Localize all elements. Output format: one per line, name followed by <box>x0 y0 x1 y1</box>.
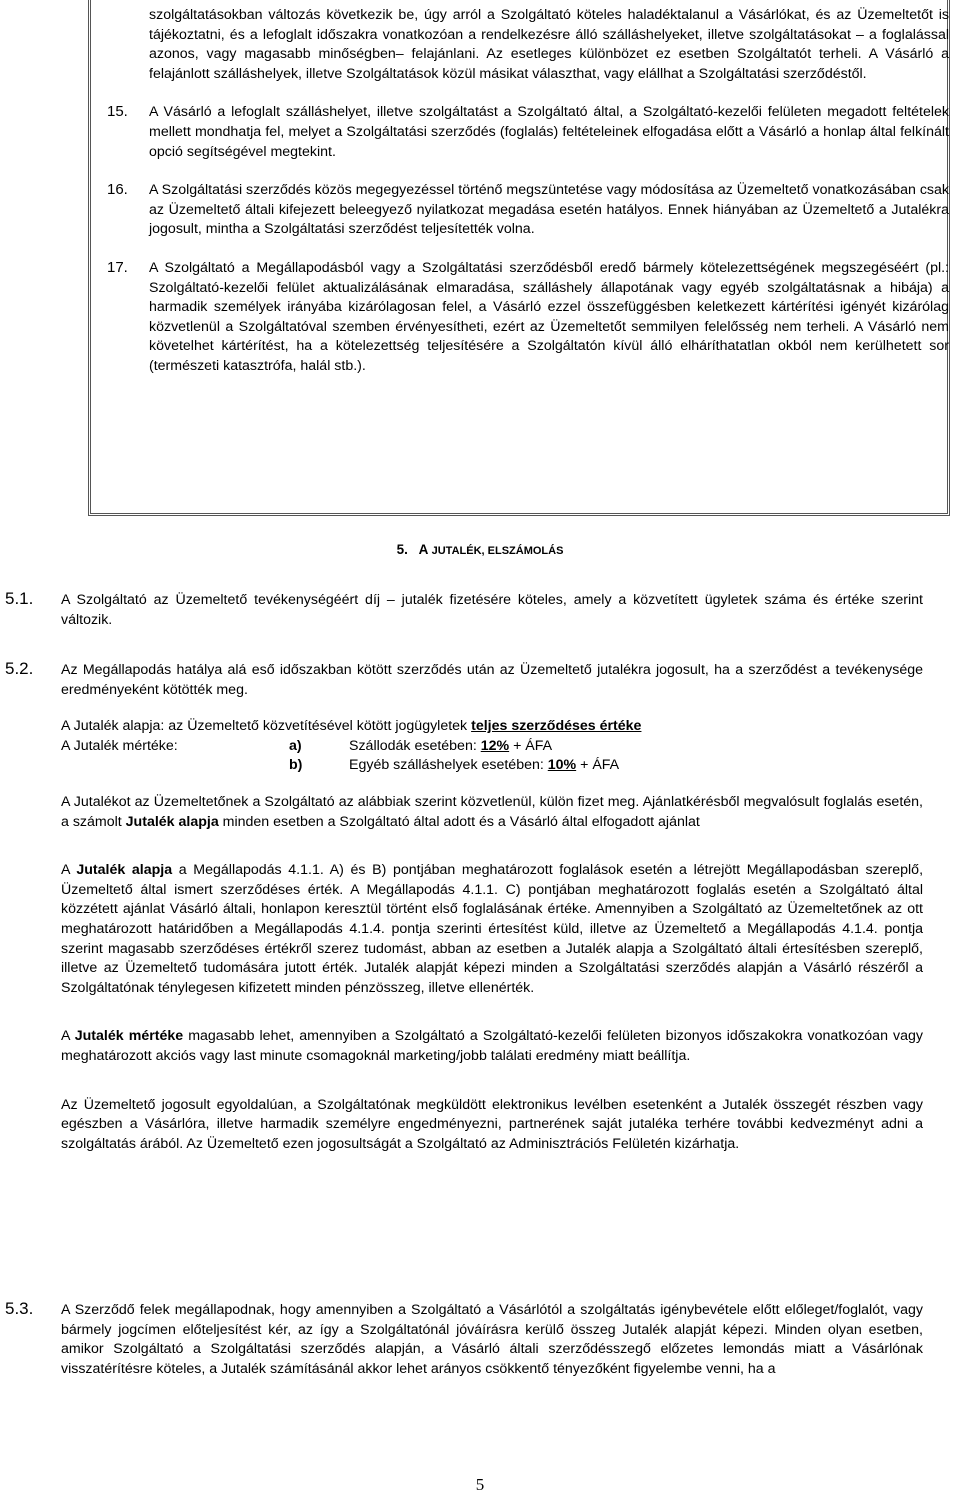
clause-text: Az Megállapodás hatálya alá eső időszakban kötött szerződés után az Üzemeltető jutalékra jogosult, ha a szerződést a tevékenysége eredményeként kötötték meg. <box>61 662 923 698</box>
section-title: JUTALÉK, ELSZÁMOLÁS <box>431 545 564 557</box>
section-title-initial: A <box>418 542 428 557</box>
clause-5-1 <box>5 589 923 630</box>
item-text: A Szolgáltató a Megállapodásból vagy a Szolgáltatási szerződésből eredő bármely kötelezettségének megszegéséért (pl.: Szolgáltató-kezelői felület aktualizálásának elmaradása, szálláshely állapotának vagy egyéb szolgáltatásnak a hibája) a harmadik személyek irányába kizárólagosan felel, a Vásárló ezzel összefüggésben keletkezett kártérítési igényét kizárólag közvetlenül a Szolgáltatóval szemben érvényesítheti, ezért az Üzemeltetőt semmilyen felelősség nem terheli. A Vásárló nem követelhet kártérítést, ha a kötelezettség teljesítésére a Szolgáltatón kívül álló elháríthatatlan okból nem kerülhetett sor (természeti katasztrófa, halál stb.). <box>149 259 949 374</box>
item-15 <box>107 103 949 162</box>
clause-text: A Szolgáltató az Üzemeltető tevékenységéért díj – jutalék fizetésére köteles, amely a közvetített ügyletek száma és értéke szerint változik. <box>61 592 923 628</box>
intro-paragraph: szolgáltatásokban változás következik be, úgy arról a Szolgáltató köteles haladéktalanul a Vásárlókat, és az Üzemeltetőt is tájékoztatni, és a lefoglalt időszakra vonatkozóan a rendelkezésre álló szálláshelyeket, illetve szolgáltatásokat – a foglalással azonos, vagy magasabb minőségben– felajánlani. Az esetleges különbözet ez esetben Szolgáltatót terheli. A Vásárló a felajánlott szálláshelyek, illetve Szolgáltatások közül másikat választhat, vagy elállhat a Szolgáltatási szerződéstől. <box>149 7 949 82</box>
item-number: 17. <box>107 258 128 276</box>
paragraph-payment: A Jutalékot az Üzemeltetőnek a Szolgáltató az alábbiak szerint közvetlenül, külön fizet meg. Ajánlatkérésből megvalósult foglalás esetén, a számolt Jutalék alapja minden esetben a Szolgáltató által adott és a Vásárló által elfogadott ajánlat <box>61 793 923 830</box>
rate-a-value: 12% <box>480 737 510 754</box>
item-number: 16. <box>107 181 128 199</box>
commission-basis: A Jutalék alapja: az Üzemeltető közvetítésével kötött jogügyletek teljes szerződéses értéke <box>61 718 642 735</box>
commission-rate-b: b) Egyéb szálláshelyek esetében: 10% + ÁFA <box>61 756 923 776</box>
section-number: 5. <box>396 542 408 557</box>
terms-box <box>88 0 950 516</box>
rate-b-value: 10% <box>547 757 577 774</box>
item-text: A Szolgáltatási szerződés közös megegyezéssel történő megszüntetése vagy módosítása az Üzemeltető vonatkozásában csak az Üzemeltető általi kifejezett beleegyező nyilatkozat megadása esetén hatályos. Ennek hiányában az Üzemeltető a Jutalékra jogosult, mintha a Szolgáltatási szerződést teljesítették volna. <box>149 182 949 238</box>
commission-basis-value: teljes szerződéses értéke <box>471 718 642 735</box>
clause-number: 5.2. <box>5 659 34 678</box>
paragraph-rate: A Jutalék mértéke magasabb lehet, amennyiben a Szolgáltató a Szolgáltató-kezelői felületen bizonyos időszakokra vonatkozóan vagy meghatározott akciós vagy last minute csomagoknál marketing/jobb találati eredmény miatt beállítja. <box>61 1028 923 1064</box>
item-number: 15. <box>107 103 128 121</box>
clause-number: 5.3. <box>5 1299 34 1318</box>
section-heading <box>0 542 960 557</box>
page-number: 5 <box>475 1475 485 1494</box>
clause-5-3 <box>5 1299 923 1379</box>
clause-5-2 <box>5 659 924 1154</box>
item-17 <box>107 258 949 377</box>
commission-rate-a: A Jutalék mértéke: a) Szállodák esetében: 12% + ÁFA <box>61 737 923 757</box>
terms-box-content <box>107 6 949 377</box>
item-text: A Vásárló a lefoglalt szálláshelyet, illetve szolgáltatást a Szolgáltató által, a Szolgáltató-kezelői felületen megadott feltételek mellett mondhatja fel, melyet a Szolgáltatási szerződés (foglalás) feltételeinek elfogadása előtt a Vásárló a honlap által felkínált opció segítségével megtekint. <box>149 104 949 160</box>
item-16 <box>107 181 949 240</box>
clause-text: A Szerződő felek megállapodnak, hogy amennyiben a Szolgáltató a Vásárlótól a szolgáltatás igénybevétele előtt előleget/foglalót, vagy bármely jogcímen előteljesítést kér, az így a Szolgáltatónál jóváírásra kerülő összeg Jutalék alapját képezi. Minden olyan esetben, amikor Szolgáltató a Szolgáltatási szerződés alapján, a Vásárló általi szerződésszegő előzetes lemondás miatt a Vásárlónak visszatérítésre köteles, a Jutalék számításánál akkor lehet arányos csökkentő tényezőként figyelembe venni, ha a <box>61 1302 923 1377</box>
clause-number: 5.1. <box>5 589 34 608</box>
paragraph-basis: A Jutalék alapja a Megállapodás 4.1.1. A) és B) pontjában meghatározott foglalások esetén a létrejött Megállapodásban szereplő, Üzemeltető által ismert szerződéses érték. A Megállapodás 4.1.1. C) pontjában meghatározott foglalás esetén a Szolgáltató által közzétett ajánlat Vásárló általi, honlapon keresztül történt első foglalásának értéke. Amennyiben a Szolgáltató az Üzemeltetőnek az ott meghatározott határidőben a Megállapodás 4.1.4. pontja szerinti értesítést küld, illetve az Üzemeltető a Megállapodás 4.1.4. pontja szerint magasabb szerződéses értékről szerez tudomást, abban az esetben a Jutalék alapja a Szolgáltató általi értesítésben szereplő, illetve az Üzemeltető tudomására jutott érték. Jutalék alapját képezi minden a Szolgáltatási szerződés alapján a Vásárló részéről a Szolgáltatónak ténylegesen kifizetett minden pénzösszeg, illetve ellenérték. <box>61 862 924 996</box>
commission-rate-label: A Jutalék mértéke: <box>61 737 178 754</box>
paragraph-assignment: Az Üzemeltető jogosult egyoldalúan, a Szolgáltatónak megküldött elektronikus levélben esetenként a Jutalék összegét részben vagy egészben a Vásárlóra, illetve harmadik személyre engedményezni, partnerének saját jutaléka terhére további kedvezményt adni a szolgáltatás árából. Az Üzemeltető ezen jogosultságát a Szolgáltató az Adminisztrációs Felületén kizárhatja. <box>61 1096 923 1152</box>
